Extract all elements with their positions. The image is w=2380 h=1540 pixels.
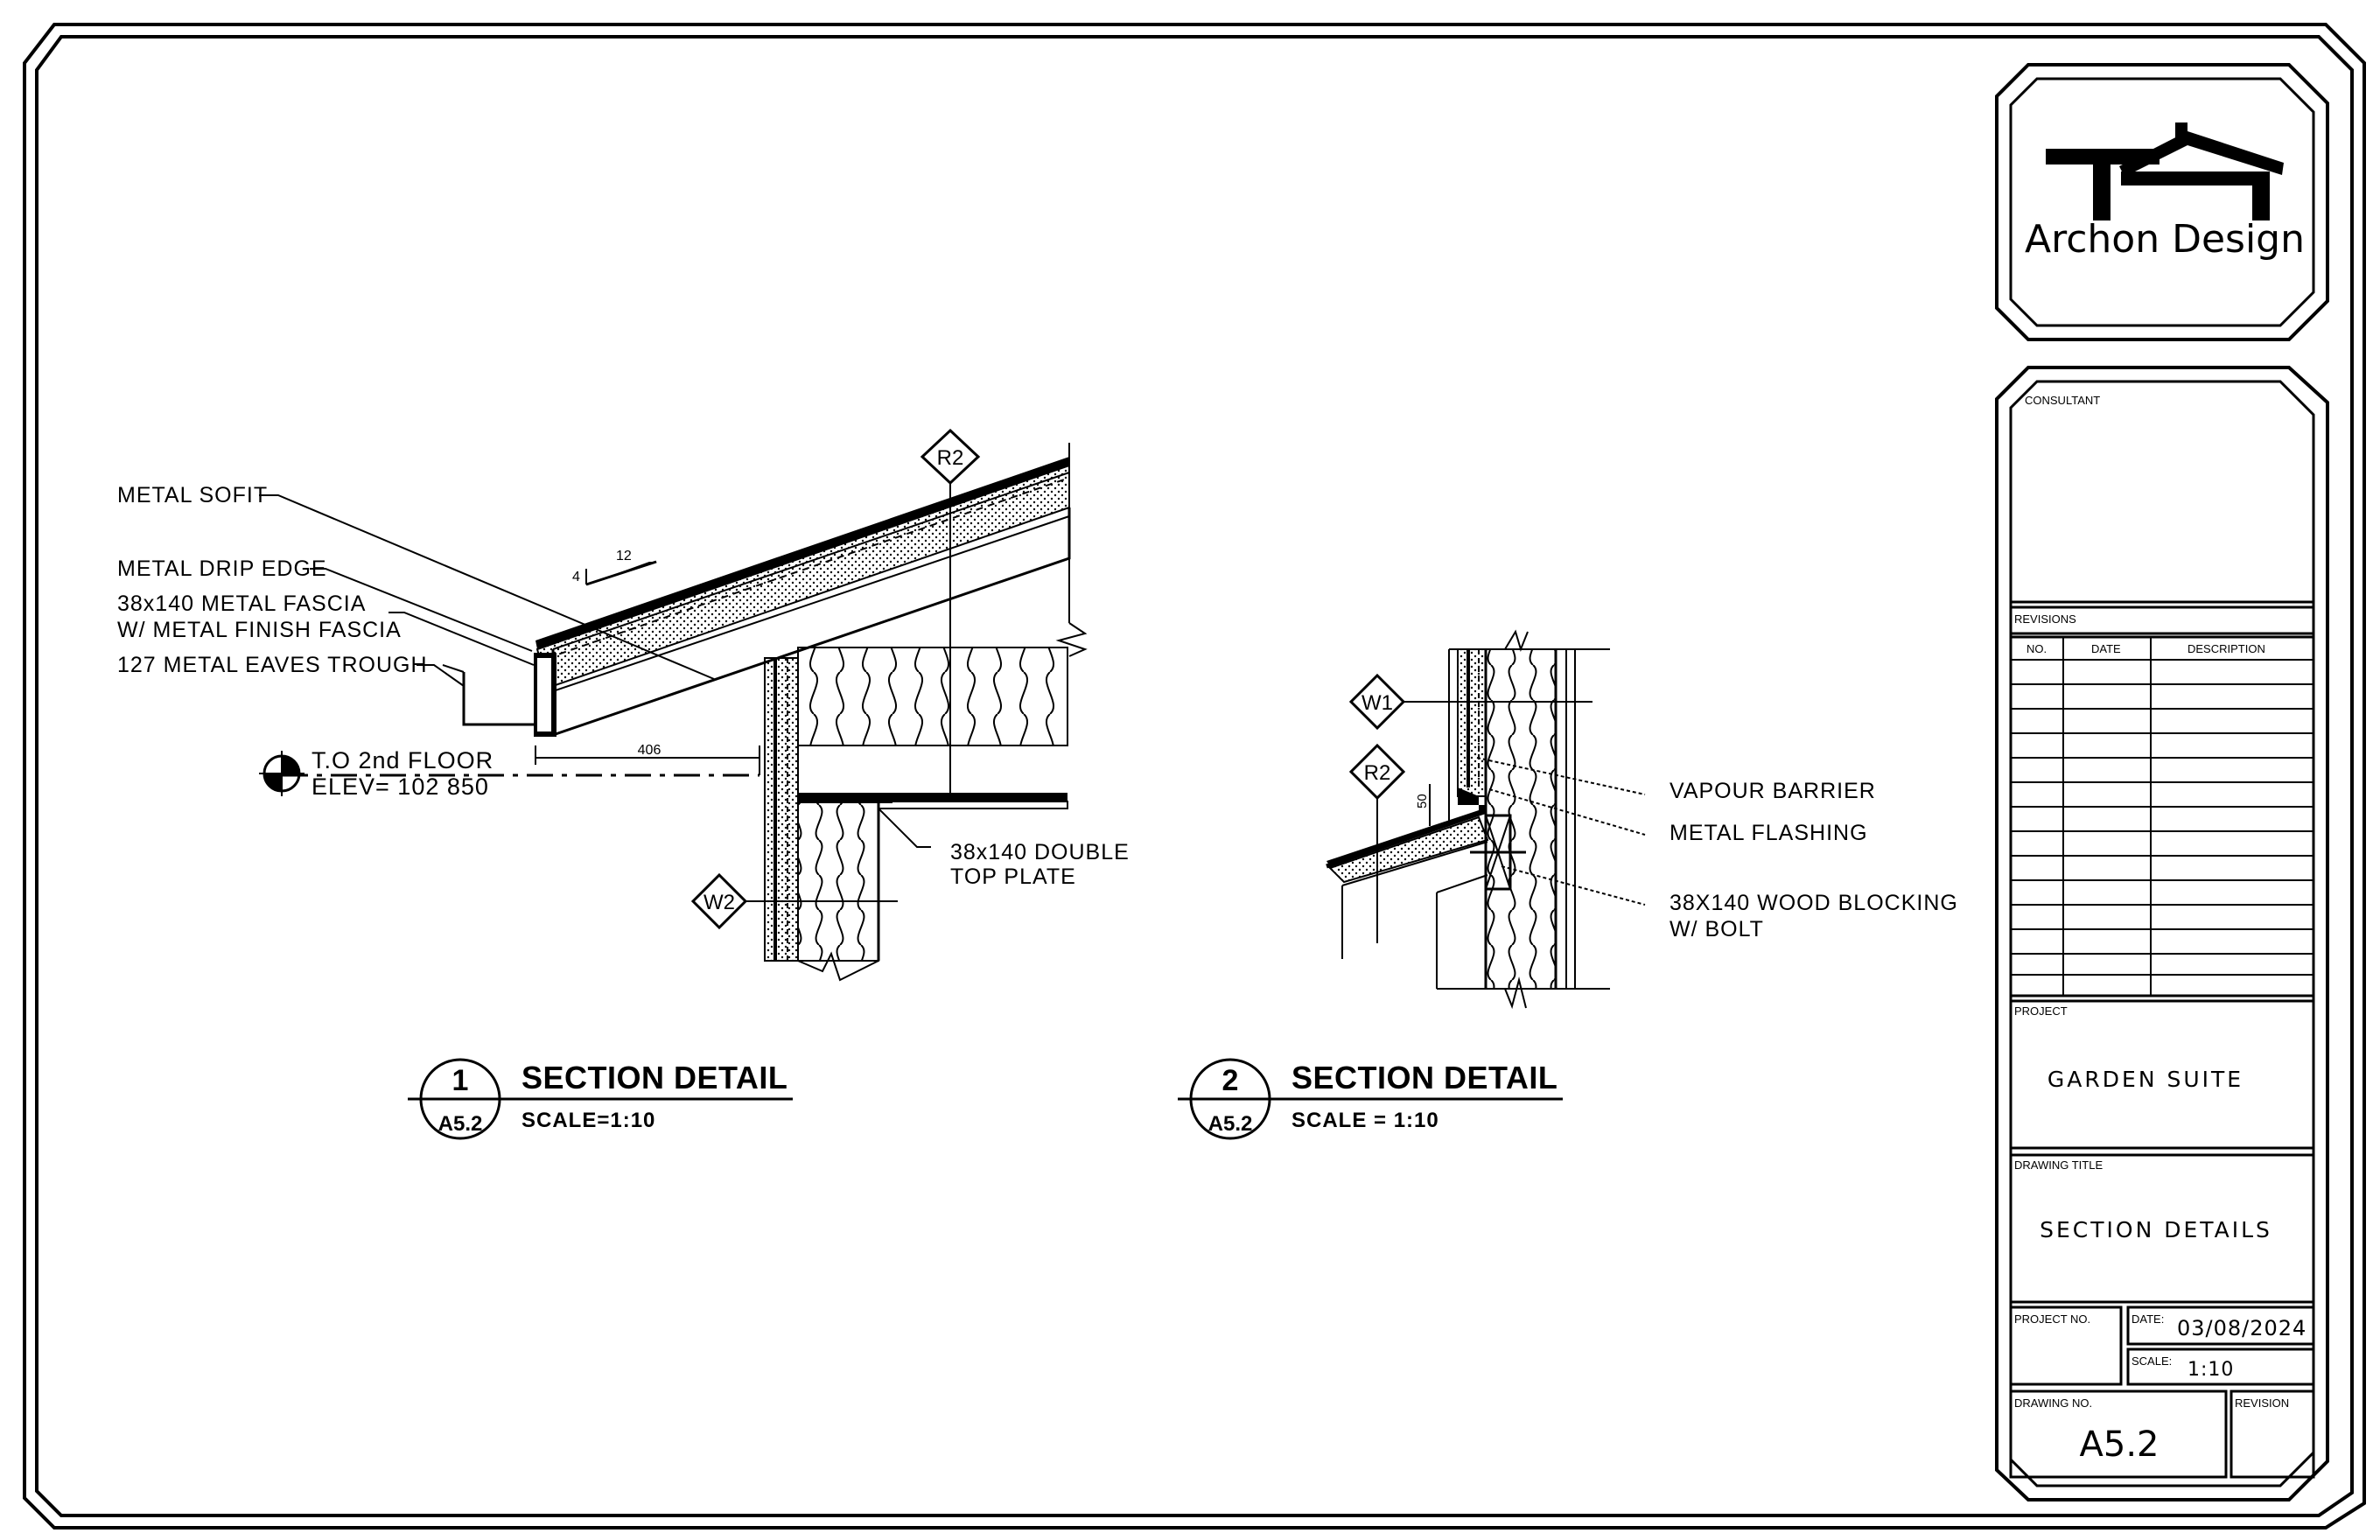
rev-col-no: NO. <box>2026 642 2048 655</box>
logo-box <box>1997 65 2328 340</box>
revision-table-rows <box>2011 660 2314 975</box>
drawing-no-value: A5.2 <box>2079 1424 2160 1465</box>
fascia-and-eaves-trough <box>443 653 556 737</box>
roof-tag-r2-text: R2 <box>936 446 964 470</box>
dimension-406 <box>536 743 760 765</box>
detail-1-title: SECTION DETAIL <box>522 1060 788 1096</box>
detail-1-sheet-ref: A5.2 <box>438 1112 483 1136</box>
dimension-406-text: 406 <box>637 743 662 758</box>
dimension-50 <box>1415 784 1430 826</box>
revision-label: REVISION <box>2235 1396 2290 1410</box>
attic-insulation <box>798 648 1068 746</box>
detail-2-sheet-ref: A5.2 <box>1208 1112 1253 1136</box>
label-top-plate-line1: 38x140 DOUBLE <box>950 840 1130 864</box>
section-detail-1-drawing <box>259 430 1085 980</box>
label-metal-flashing: METAL FLASHING <box>1670 821 1868 845</box>
wall-tag-w1-text: W1 <box>1362 691 1393 715</box>
consultant-label: CONSULTANT <box>2025 394 2101 407</box>
drawing-title-label: DRAWING TITLE <box>2014 1158 2104 1172</box>
label-floor-line1: T.O 2nd FLOOR <box>312 747 494 774</box>
label-vapour-barrier: VAPOUR BARRIER <box>1670 779 1876 803</box>
dimension-50-text: 50 <box>1415 794 1430 808</box>
label-metal-sofit: METAL SOFIT <box>117 483 269 508</box>
detail-1-callout <box>408 1060 793 1138</box>
label-fascia-line1: 38x140 METAL FASCIA <box>117 592 367 616</box>
elevation-marker-icon <box>259 751 304 796</box>
detail-2-number: 2 <box>1222 1064 1239 1097</box>
section-detail-2-drawing <box>1326 632 1645 1008</box>
drawing-no-label: DRAWING NO. <box>2014 1396 2093 1410</box>
project-label: PROJECT <box>2014 1004 2068 1018</box>
company-name: Archon Design <box>2024 217 2306 262</box>
label-fascia-line2: W/ METAL FINISH FASCIA <box>117 618 402 642</box>
label-top-plate-line2: TOP PLATE <box>950 864 1076 889</box>
slope-run: 12 <box>616 549 632 564</box>
roof-tag-r2-detail2-text: R2 <box>1363 761 1391 785</box>
rev-col-description: DESCRIPTION <box>2188 642 2265 655</box>
project-no-label: PROJECT NO. <box>2014 1312 2091 1326</box>
detail-2-scale: SCALE = 1:10 <box>1292 1109 1439 1132</box>
scale-value: 1:10 <box>2188 1359 2235 1381</box>
rev-col-date: DATE <box>2091 642 2121 655</box>
slope-rise: 4 <box>572 570 580 584</box>
date-value: 03/08/2024 <box>2177 1316 2307 1340</box>
metal-flashing <box>1326 788 1488 882</box>
label-blocking-line1: 38X140 WOOD BLOCKING <box>1670 891 1958 915</box>
detail-1-number: 1 <box>452 1064 469 1097</box>
slope-indicator <box>572 549 656 584</box>
label-metal-drip-edge: METAL DRIP EDGE <box>117 556 327 581</box>
title-block <box>1997 368 2328 1500</box>
house-logo-icon <box>2046 122 2284 220</box>
wall-tag-w2-text: W2 <box>704 891 735 914</box>
scale-label: SCALE: <box>2132 1354 2173 1368</box>
detail-2-title: SECTION DETAIL <box>1292 1060 1558 1096</box>
project-name: GARDEN SUITE <box>2047 1067 2244 1092</box>
label-blocking-line2: W/ BOLT <box>1670 917 1764 942</box>
revisions-label: REVISIONS <box>2014 612 2076 626</box>
date-label: DATE: <box>2132 1312 2165 1326</box>
label-eaves-trough: 127 METAL EAVES TROUGH <box>117 653 428 677</box>
detail-2-callout <box>1178 1060 1563 1138</box>
drawing-title: SECTION DETAILS <box>2040 1217 2272 1242</box>
label-floor-line2: ELEV= 102 850 <box>312 774 489 800</box>
detail-1-scale: SCALE=1:10 <box>522 1109 656 1132</box>
